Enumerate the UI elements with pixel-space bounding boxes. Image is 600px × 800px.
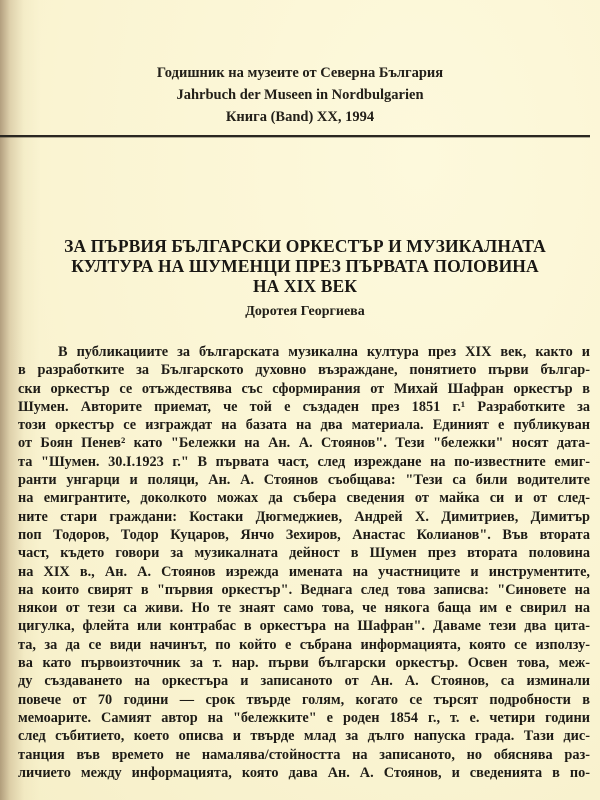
journal-volume: Книга (Band) XX, 1994 <box>225 109 375 125</box>
journal-title-bulgarian: Годишник на музеите от Северна България <box>156 65 444 81</box>
body-line: танция във времето не намалява/стойността на записаното, но обяснява раз- <box>18 746 590 763</box>
body-line: та, за да се види начинът, по който е събрана информацията, която се използу- <box>18 636 590 653</box>
body-line: цигулка, флейта или контрабас в оркестъра на Шафран". Даваме тези два цита- <box>18 618 590 635</box>
body-line: този оркестър се изграждат на базата на два материала. Единият е публикуван <box>18 417 590 434</box>
title-line: КУЛТУРА НА ШУМЕНЦИ ПРЕЗ ПЪРВАТА ПОЛОВИНА <box>71 256 539 276</box>
title-line: НА XIX ВЕК <box>252 276 358 296</box>
body-line: след събитието, което описва и твърде млад за дълго напуска града. Тази дис- <box>18 728 590 745</box>
body-line: ранти унгарци и поляци, Ан. А. Стоянов съобщава: "Тези са били водителите <box>18 472 590 489</box>
body-line: на които свирят в "първия оркестър". Веднага след това записва: "Синовете на <box>18 581 590 598</box>
body-line: В публикациите за българската музикална култура през XIX век, както и <box>58 344 590 360</box>
body-line: на емигрантите, доколкото можах да събера сведения от майка си и от след- <box>18 490 590 507</box>
body-line: личието между информацията, която дава Ан. А. Стоянов, и сведенията в по- <box>18 764 590 781</box>
body-line: ду създаването на оркестъра и записаното от Ан. А. Стоянов, са изминали <box>18 673 590 690</box>
journal-header <box>0 62 600 128</box>
body-line: повече от 70 години — срок твърде голям, когато се търсят подробности в <box>18 691 590 708</box>
body-line: ски оркестър се отъждествява със сформирания от Михай Шафран оркестър в <box>18 380 590 397</box>
body-line: мемоарите. Самият автор на "бележките" е роден 1854 г., т. е. четири години <box>18 709 590 726</box>
body-line: Шумен. Авторите приемат, че той е създаден през 1851 г.¹ Разработките за <box>18 398 590 415</box>
body-line: ва като първоизточник за т. нар. първи български оркестър. Освен това, меж- <box>18 655 590 672</box>
body-line: поп Тодоров, Тодор Куцаров, Янчо Зехиров, Анастас Колианов". Във втората <box>18 526 590 543</box>
body-line: някои от тези са живи. Но те знаят само това, че някога баща им е свирил на <box>18 600 590 617</box>
body-line: от Боян Пенев² като "Бележки на Ан. А. Стоянов". Тези "бележки" носят дата- <box>18 435 590 452</box>
body-line: на XIX в., Ан. А. Стоянов изрежда имената на участниците и инструментите, <box>18 563 590 580</box>
title-line: ЗА ПЪРВИЯ БЪЛГАРСКИ ОРКЕСТЪР И МУЗИКАЛНАТА <box>64 236 546 256</box>
body-line: та "Шумен. 30.I.1923 г." В първата част, след изреждане на по-известните емиг- <box>18 453 590 470</box>
body-line: част, където говори за музикалната дейност в Шумен през втората половина <box>18 545 590 562</box>
body-line: ните стари граждани: Костаки Дюгмеджиев, Андрей Х. Димитриев, Димитър <box>18 508 590 525</box>
body-line: в разработките за Българското духовно възраждане, понятието първи българ- <box>18 362 590 379</box>
article-body <box>18 343 590 782</box>
journal-title-german: Jahrbuch der Museen in Nordbulgarien <box>176 87 424 103</box>
article-author: Доротея Георгиева <box>245 304 365 319</box>
article-title <box>20 236 590 296</box>
header-divider <box>0 135 590 137</box>
